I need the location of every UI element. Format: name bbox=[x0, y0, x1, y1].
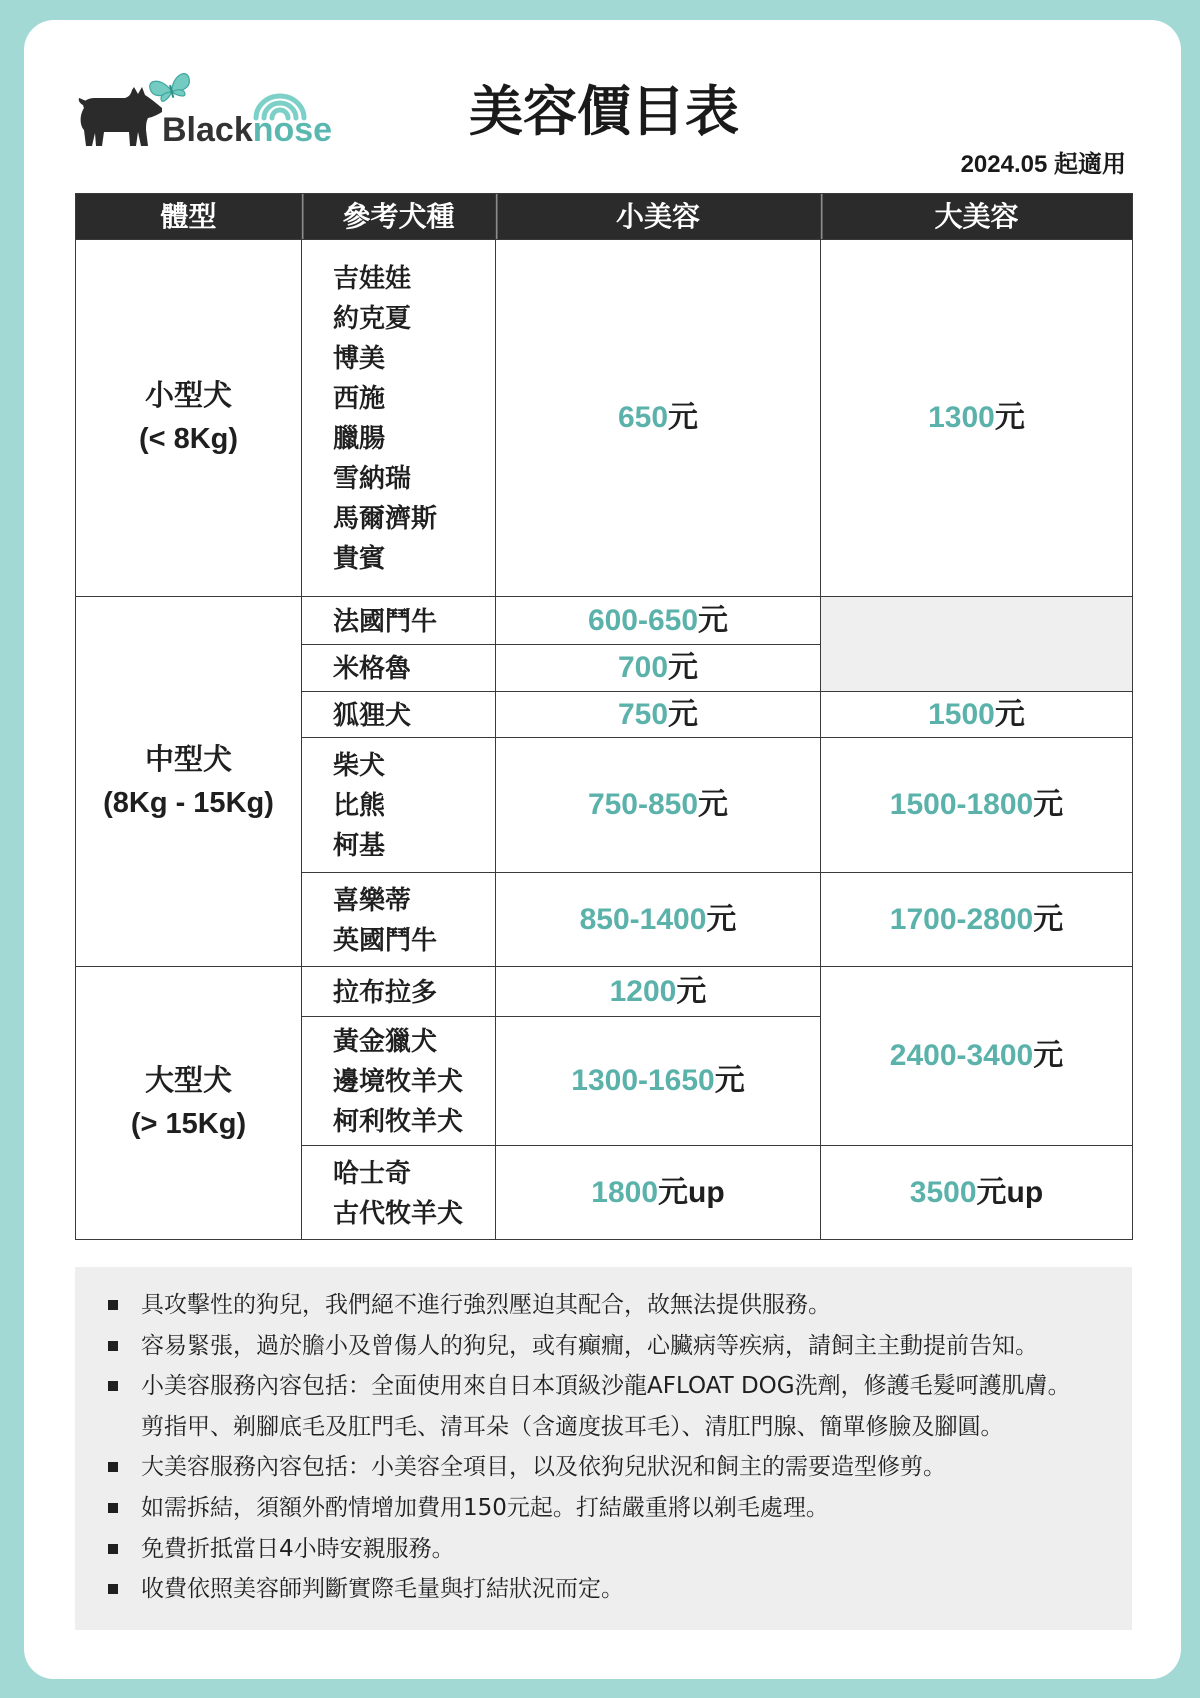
breed-name: 西施 bbox=[333, 383, 386, 413]
breed-name: 黃金獵犬 bbox=[333, 1026, 438, 1056]
table-row bbox=[76, 240, 1133, 597]
weight-label: (8Kg - 15Kg) bbox=[103, 786, 274, 819]
price-amount: 750-850 bbox=[587, 788, 699, 821]
full-grooming-price bbox=[821, 240, 1133, 597]
effective-date: 2024.05 起適用 bbox=[960, 151, 1126, 178]
page-title: 美容價目表 bbox=[469, 80, 739, 143]
note-text: 如需拆結，須額外酌情增加費用150元起。打結嚴重將以剃毛處理。 bbox=[141, 1494, 829, 1521]
header-basic-grooming: 小美容 bbox=[496, 194, 821, 240]
size-cell-medium bbox=[76, 597, 302, 967]
size-cell-small bbox=[76, 240, 302, 597]
butterfly-icon bbox=[148, 72, 193, 103]
square-bullet-icon bbox=[108, 1300, 118, 1310]
price-amount: 2400-3400 bbox=[889, 1039, 1034, 1072]
breed-cell bbox=[302, 738, 496, 873]
full-grooming-price bbox=[821, 692, 1133, 738]
basic-grooming-price bbox=[496, 967, 821, 1017]
size-cell-large bbox=[76, 967, 302, 1240]
breed-name: 臘腸 bbox=[333, 423, 386, 453]
breed-name: 古代牧羊犬 bbox=[333, 1197, 464, 1228]
size-label: 大型犬 bbox=[144, 1065, 232, 1097]
size-label: 小型犬 bbox=[144, 380, 232, 412]
breed-name: 貴賓 bbox=[333, 543, 386, 573]
breed-name: 雪納瑞 bbox=[333, 463, 412, 493]
basic-grooming-price bbox=[496, 692, 821, 738]
square-bullet-icon bbox=[108, 1503, 118, 1513]
breed-cell bbox=[302, 967, 496, 1017]
breed-name: 喜樂蒂 bbox=[333, 884, 412, 915]
price-unit: 元 bbox=[1033, 788, 1064, 821]
corgi-silhouette-icon bbox=[79, 87, 162, 146]
breed-name: 法國鬥牛 bbox=[333, 605, 438, 636]
notes-box bbox=[75, 1267, 1132, 1630]
header-full-grooming: 大美容 bbox=[821, 194, 1133, 240]
breed-name: 馬爾濟斯 bbox=[333, 503, 438, 533]
note-text: 容易緊張，過於膽小及曾傷人的狗兒，或有癲癇，心臟病等疾病，請飼主主動提前告知。 bbox=[141, 1332, 1038, 1359]
square-bullet-icon bbox=[108, 1341, 118, 1351]
price-unit: 元 bbox=[698, 788, 729, 821]
breed-cell bbox=[302, 240, 496, 597]
note-item bbox=[75, 1529, 1132, 1570]
basic-grooming-price bbox=[496, 1017, 821, 1146]
note-item bbox=[75, 1366, 1132, 1447]
price-amount: 600-650 bbox=[587, 603, 699, 637]
note-item bbox=[75, 1488, 1132, 1529]
price-amount: 1300 bbox=[928, 401, 995, 434]
breed-name: 柴犬 bbox=[333, 750, 386, 780]
breed-name: 米格魯 bbox=[333, 653, 412, 683]
note-text: 具攻擊性的狗兒，我們絕不進行強烈壓迫其配合，故無法提供服務。 bbox=[141, 1292, 831, 1318]
price-amount: 650 bbox=[617, 401, 669, 434]
price-unit: 元 bbox=[1033, 1039, 1064, 1072]
price-unit: 元 bbox=[994, 401, 1025, 434]
breed-cell bbox=[302, 692, 496, 738]
note-text: 大美容服務內容包括：小美容全項目，以及依狗兒狀況和飼主的需要造型修剪。 bbox=[141, 1454, 946, 1481]
price-table bbox=[75, 193, 1133, 1240]
breed-cell bbox=[302, 873, 496, 967]
brand-wordmark-black: Black bbox=[162, 111, 253, 149]
full-grooming-unavailable-cell bbox=[821, 597, 1133, 692]
price-unit: 元 bbox=[1033, 902, 1064, 936]
full-grooming-price bbox=[821, 967, 1133, 1146]
breed-name: 約克夏 bbox=[333, 303, 412, 333]
breed-cell bbox=[302, 1017, 496, 1146]
price-unit: 元 bbox=[668, 401, 699, 434]
note-item bbox=[75, 1447, 1132, 1488]
price-unit: 元 bbox=[994, 697, 1025, 731]
note-item bbox=[75, 1326, 1132, 1367]
note-text-continuation: 剪指甲、剃腳底毛及肛門毛、清耳朵（含適度拔耳毛）、清肛門腺、簡單修臉及腳圓。 bbox=[141, 1413, 1004, 1440]
breed-name: 比熊 bbox=[333, 790, 386, 820]
breed-cell bbox=[302, 597, 496, 645]
header-breeds: 參考犬種 bbox=[302, 194, 496, 240]
square-bullet-icon bbox=[108, 1462, 118, 1472]
size-label: 中型犬 bbox=[144, 743, 232, 776]
breed-name: 英國鬥牛 bbox=[333, 924, 438, 955]
price-amount: 850-1400 bbox=[579, 902, 707, 936]
price-amount: 1300-1650 bbox=[571, 1064, 715, 1097]
basic-grooming-price bbox=[496, 597, 821, 645]
full-grooming-price bbox=[821, 738, 1133, 873]
brand-wordmark bbox=[162, 112, 332, 148]
full-grooming-price bbox=[821, 873, 1133, 967]
price-amount: 1200 bbox=[609, 974, 677, 1008]
breed-cell bbox=[302, 1146, 496, 1240]
weight-label: (< 8Kg) bbox=[138, 423, 239, 455]
basic-grooming-price bbox=[496, 1146, 821, 1240]
breed-name: 狐狸犬 bbox=[333, 699, 412, 730]
breed-name: 吉娃娃 bbox=[333, 263, 412, 293]
note-text: 免費折抵當日4小時安親服務。 bbox=[141, 1535, 455, 1562]
table-row bbox=[76, 967, 1133, 1017]
breed-name: 柯利牧羊犬 bbox=[333, 1106, 464, 1136]
price-amount: 750 bbox=[617, 697, 669, 731]
basic-grooming-price bbox=[496, 240, 821, 597]
price-amount: 1700-2800 bbox=[889, 902, 1034, 936]
brand-wordmark-nose: nose bbox=[252, 111, 333, 149]
header-size: 體型 bbox=[76, 194, 302, 240]
price-amount: 1500-1800 bbox=[889, 788, 1034, 821]
price-unit: 元 bbox=[714, 1064, 745, 1097]
note-item bbox=[75, 1285, 1132, 1326]
basic-grooming-price bbox=[496, 738, 821, 873]
price-unit: 元 bbox=[676, 974, 707, 1008]
price-unit: 元 bbox=[668, 651, 699, 684]
price-unit: 元up bbox=[976, 1175, 1044, 1209]
breed-name: 哈士奇 bbox=[333, 1157, 412, 1188]
breed-cell bbox=[302, 645, 496, 692]
price-amount: 1500 bbox=[928, 697, 995, 731]
brand-logo bbox=[75, 68, 345, 158]
price-unit: 元 bbox=[698, 603, 729, 637]
price-unit: 元up bbox=[658, 1175, 725, 1209]
square-bullet-icon bbox=[108, 1381, 118, 1391]
note-text: 小美容服務內容包括：全面使用來自日本頂級沙龍AFLOAT DOG洗劑，修護毛髮呵護肌膚。 bbox=[141, 1373, 1071, 1400]
price-unit: 元 bbox=[668, 697, 699, 731]
square-bullet-icon bbox=[108, 1544, 118, 1554]
full-grooming-price bbox=[821, 1146, 1133, 1240]
breed-name: 拉布拉多 bbox=[333, 976, 438, 1007]
price-unit: 元 bbox=[706, 902, 737, 936]
basic-grooming-price bbox=[496, 645, 821, 692]
note-item bbox=[75, 1569, 1132, 1610]
breed-name: 柯基 bbox=[333, 830, 386, 860]
table-header-row bbox=[76, 194, 1133, 240]
basic-grooming-price bbox=[496, 873, 821, 967]
price-amount: 3500 bbox=[909, 1175, 977, 1209]
breed-name: 博美 bbox=[333, 343, 386, 373]
breed-name: 邊境牧羊犬 bbox=[333, 1066, 464, 1096]
price-amount: 700 bbox=[617, 651, 669, 684]
price-amount: 1800 bbox=[591, 1175, 659, 1209]
note-text: 收費依照美容師判斷實際毛量與打結狀況而定。 bbox=[141, 1576, 624, 1603]
weight-label: (> 15Kg) bbox=[130, 1108, 247, 1140]
square-bullet-icon bbox=[108, 1584, 118, 1594]
table-row bbox=[76, 597, 1133, 645]
